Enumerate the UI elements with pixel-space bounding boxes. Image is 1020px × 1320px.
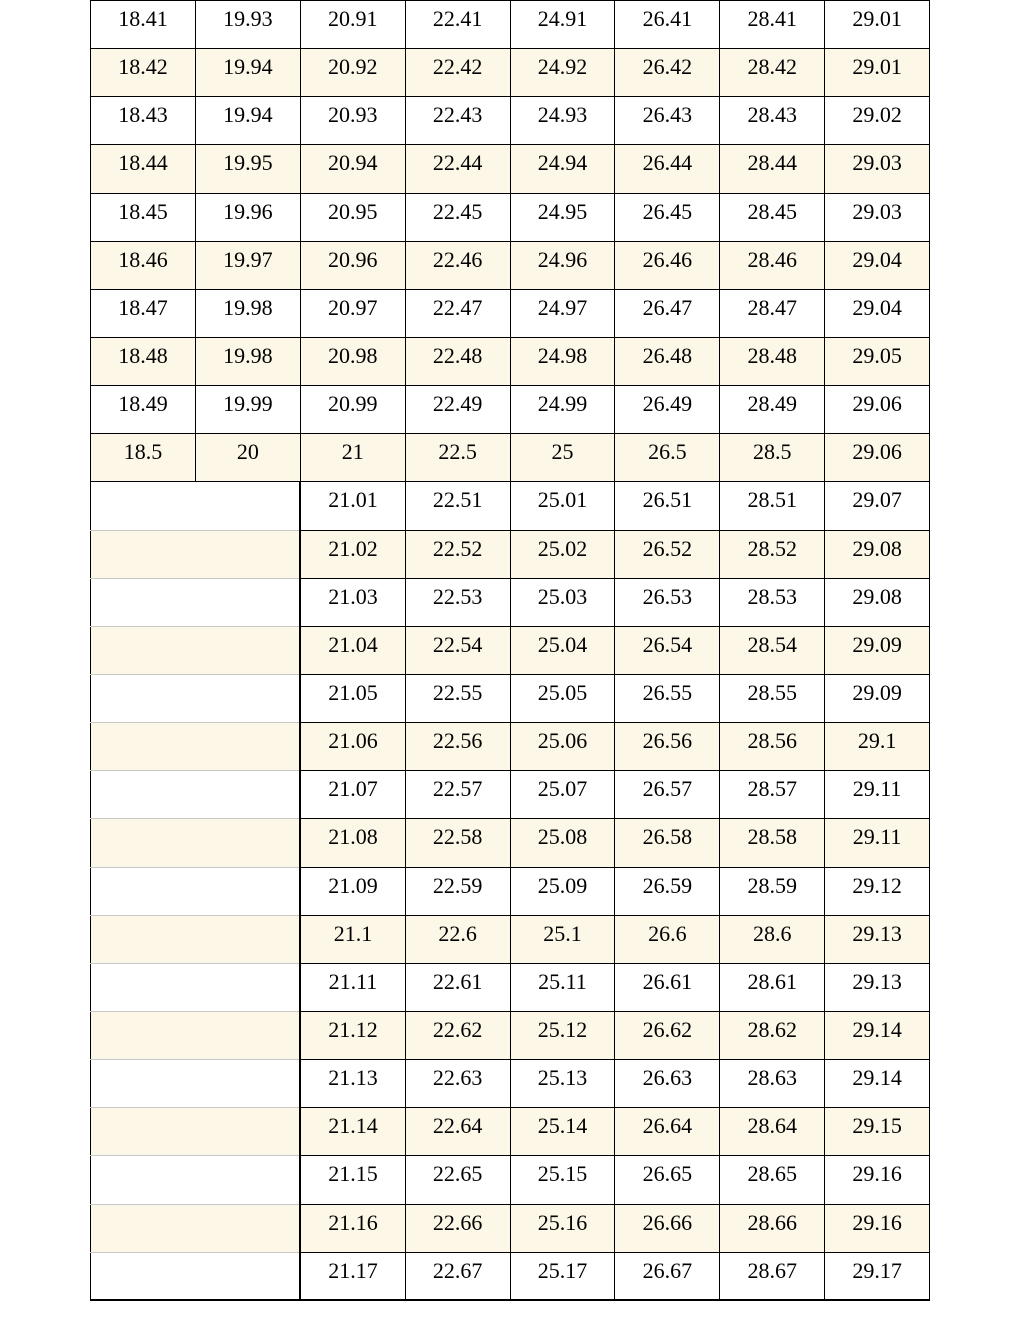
empty-cell: [91, 867, 301, 915]
table-cell: 18.47: [91, 289, 196, 337]
table-cell: 21.15: [300, 1156, 405, 1204]
empty-cell: [91, 1060, 301, 1108]
table-cell: 22.44: [405, 145, 510, 193]
table-cell: 28.42: [720, 49, 825, 97]
empty-cell: [91, 963, 301, 1011]
table-cell: 21.17: [300, 1252, 405, 1300]
table-cell: 21.02: [300, 530, 405, 578]
table-cell: 25.11: [510, 963, 615, 1011]
table-cell: 26.55: [615, 674, 720, 722]
table-cell: 24.92: [510, 49, 615, 97]
table-row: [91, 723, 930, 771]
table-cell: 22.41: [405, 1, 510, 49]
table-cell: 28.51: [720, 482, 825, 530]
table-cell: 25.08: [510, 819, 615, 867]
table-cell: 18.48: [91, 337, 196, 385]
table-row: [91, 241, 930, 289]
table-cell: 29.15: [825, 1108, 930, 1156]
table-cell: 22.56: [405, 723, 510, 771]
table-cell: 29.04: [825, 241, 930, 289]
empty-cell: [91, 1252, 301, 1300]
table-row: [91, 1156, 930, 1204]
empty-cell: [91, 626, 301, 674]
table-cell: 18.46: [91, 241, 196, 289]
table-cell: 26.54: [615, 626, 720, 674]
table-cell: 28.66: [720, 1204, 825, 1252]
table-cell: 22.51: [405, 482, 510, 530]
table-cell: 18.42: [91, 49, 196, 97]
table-cell: 29.08: [825, 578, 930, 626]
table-cell: 20.91: [300, 1, 405, 49]
table-cell: 21: [300, 434, 405, 482]
table-row: [91, 915, 930, 963]
table-cell: 28.5: [720, 434, 825, 482]
table-cell: 25.1: [510, 915, 615, 963]
table-cell: 19.95: [195, 145, 300, 193]
table-cell: 25.06: [510, 723, 615, 771]
table-cell: 29.08: [825, 530, 930, 578]
table-cell: 29.11: [825, 771, 930, 819]
table-cell: 29.02: [825, 97, 930, 145]
table-cell: 29.05: [825, 337, 930, 385]
table-cell: 21.05: [300, 674, 405, 722]
table-cell: 28.62: [720, 1011, 825, 1059]
table-cell: 20.97: [300, 289, 405, 337]
table-cell: 25: [510, 434, 615, 482]
table-cell: 22.52: [405, 530, 510, 578]
table-cell: 19.94: [195, 49, 300, 97]
table-cell: 20.95: [300, 193, 405, 241]
table-cell: 26.62: [615, 1011, 720, 1059]
table-cell: 20: [195, 434, 300, 482]
table-cell: 26.66: [615, 1204, 720, 1252]
table-row: [91, 49, 930, 97]
table-cell: 29.07: [825, 482, 930, 530]
table-cell: 25.12: [510, 1011, 615, 1059]
table-cell: 26.47: [615, 289, 720, 337]
table-cell: 29.17: [825, 1252, 930, 1300]
table-row: [91, 578, 930, 626]
table-cell: 21.08: [300, 819, 405, 867]
empty-cell: [91, 1156, 301, 1204]
table-cell: 18.49: [91, 386, 196, 434]
data-table-container: [90, 0, 930, 1301]
table-cell: 28.59: [720, 867, 825, 915]
table-cell: 25.09: [510, 867, 615, 915]
table-cell: 26.51: [615, 482, 720, 530]
table-cell: 26.53: [615, 578, 720, 626]
table-cell: 25.07: [510, 771, 615, 819]
table-cell: 26.6: [615, 915, 720, 963]
table-row: [91, 97, 930, 145]
table-row: [91, 193, 930, 241]
table-row: [91, 289, 930, 337]
table-cell: 22.66: [405, 1204, 510, 1252]
table-cell: 28.48: [720, 337, 825, 385]
table-cell: 22.53: [405, 578, 510, 626]
table-cell: 20.98: [300, 337, 405, 385]
table-cell: 24.97: [510, 289, 615, 337]
table-cell: 22.42: [405, 49, 510, 97]
table-cell: 29.03: [825, 145, 930, 193]
empty-cell: [91, 578, 301, 626]
table-row: [91, 963, 930, 1011]
table-cell: 26.65: [615, 1156, 720, 1204]
table-cell: 26.58: [615, 819, 720, 867]
table-cell: 22.63: [405, 1060, 510, 1108]
table-cell: 28.58: [720, 819, 825, 867]
table-cell: 19.98: [195, 337, 300, 385]
table-cell: 18.41: [91, 1, 196, 49]
table-cell: 21.12: [300, 1011, 405, 1059]
table-cell: 29.11: [825, 819, 930, 867]
table-cell: 22.67: [405, 1252, 510, 1300]
table-cell: 28.41: [720, 1, 825, 49]
empty-cell: [91, 1108, 301, 1156]
table-cell: 22.49: [405, 386, 510, 434]
table-cell: 25.15: [510, 1156, 615, 1204]
table-row: [91, 434, 930, 482]
table-row: [91, 819, 930, 867]
table-cell: 18.44: [91, 145, 196, 193]
table-cell: 21.14: [300, 1108, 405, 1156]
table-row: [91, 145, 930, 193]
table-cell: 29.16: [825, 1156, 930, 1204]
table-cell: 29.14: [825, 1060, 930, 1108]
table-cell: 28.65: [720, 1156, 825, 1204]
table-cell: 22.45: [405, 193, 510, 241]
table-cell: 19.98: [195, 289, 300, 337]
table-cell: 28.63: [720, 1060, 825, 1108]
table-cell: 25.14: [510, 1108, 615, 1156]
table-cell: 19.94: [195, 97, 300, 145]
table-row: [91, 482, 930, 530]
table-cell: 28.61: [720, 963, 825, 1011]
table-cell: 18.43: [91, 97, 196, 145]
table-cell: 29.13: [825, 915, 930, 963]
table-row: [91, 1252, 930, 1300]
table-row: [91, 674, 930, 722]
table-cell: 26.64: [615, 1108, 720, 1156]
table-cell: 29.09: [825, 674, 930, 722]
table-row: [91, 626, 930, 674]
table-cell: 28.43: [720, 97, 825, 145]
table-cell: 25.17: [510, 1252, 615, 1300]
table-cell: 22.64: [405, 1108, 510, 1156]
table-cell: 26.61: [615, 963, 720, 1011]
table-cell: 21.04: [300, 626, 405, 674]
table-cell: 21.11: [300, 963, 405, 1011]
table-cell: 26.46: [615, 241, 720, 289]
table-row: [91, 867, 930, 915]
table-cell: 28.44: [720, 145, 825, 193]
table-cell: 22.55: [405, 674, 510, 722]
table-cell: 25.05: [510, 674, 615, 722]
table-cell: 21.03: [300, 578, 405, 626]
table-cell: 29.01: [825, 1, 930, 49]
table-cell: 26.44: [615, 145, 720, 193]
table-cell: 25.01: [510, 482, 615, 530]
data-table: [90, 0, 930, 1301]
table-cell: 29.03: [825, 193, 930, 241]
table-row: [91, 771, 930, 819]
table-cell: 25.04: [510, 626, 615, 674]
table-cell: 22.43: [405, 97, 510, 145]
table-cell: 22.54: [405, 626, 510, 674]
table-cell: 28.55: [720, 674, 825, 722]
table-cell: 28.56: [720, 723, 825, 771]
table-cell: 21.16: [300, 1204, 405, 1252]
empty-cell: [91, 1011, 301, 1059]
table-cell: 26.63: [615, 1060, 720, 1108]
table-cell: 21.09: [300, 867, 405, 915]
table-cell: 20.93: [300, 97, 405, 145]
table-cell: 26.67: [615, 1252, 720, 1300]
table-cell: 29.16: [825, 1204, 930, 1252]
table-cell: 26.52: [615, 530, 720, 578]
empty-cell: [91, 1204, 301, 1252]
empty-cell: [91, 482, 301, 530]
table-cell: 20.99: [300, 386, 405, 434]
table-cell: 28.46: [720, 241, 825, 289]
table-cell: 22.65: [405, 1156, 510, 1204]
table-cell: 19.93: [195, 1, 300, 49]
table-cell: 21.13: [300, 1060, 405, 1108]
empty-cell: [91, 530, 301, 578]
table-cell: 21.07: [300, 771, 405, 819]
table-cell: 22.57: [405, 771, 510, 819]
table-row: [91, 530, 930, 578]
table-row: [91, 1060, 930, 1108]
empty-cell: [91, 915, 301, 963]
table-cell: 21.01: [300, 482, 405, 530]
table-cell: 28.45: [720, 193, 825, 241]
table-cell: 19.97: [195, 241, 300, 289]
table-cell: 21.1: [300, 915, 405, 963]
table-cell: 29.01: [825, 49, 930, 97]
table-cell: 22.6: [405, 915, 510, 963]
table-cell: 28.52: [720, 530, 825, 578]
table-cell: 25.03: [510, 578, 615, 626]
table-cell: 22.46: [405, 241, 510, 289]
table-cell: 24.98: [510, 337, 615, 385]
empty-cell: [91, 771, 301, 819]
table-cell: 28.49: [720, 386, 825, 434]
table-row: [91, 1011, 930, 1059]
table-cell: 20.94: [300, 145, 405, 193]
table-cell: 22.47: [405, 289, 510, 337]
table-cell: 19.96: [195, 193, 300, 241]
empty-cell: [91, 674, 301, 722]
table-cell: 21.06: [300, 723, 405, 771]
table-cell: 26.57: [615, 771, 720, 819]
table-cell: 26.59: [615, 867, 720, 915]
table-cell: 28.64: [720, 1108, 825, 1156]
table-cell: 22.62: [405, 1011, 510, 1059]
table-cell: 18.5: [91, 434, 196, 482]
table-row: [91, 1, 930, 49]
table-cell: 20.92: [300, 49, 405, 97]
table-cell: 24.91: [510, 1, 615, 49]
table-row: [91, 1108, 930, 1156]
table-cell: 18.45: [91, 193, 196, 241]
table-cell: 26.42: [615, 49, 720, 97]
table-cell: 24.93: [510, 97, 615, 145]
table-cell: 26.45: [615, 193, 720, 241]
empty-cell: [91, 723, 301, 771]
table-cell: 26.48: [615, 337, 720, 385]
table-cell: 28.67: [720, 1252, 825, 1300]
table-cell: 22.5: [405, 434, 510, 482]
table-cell: 26.5: [615, 434, 720, 482]
table-cell: 22.58: [405, 819, 510, 867]
table-cell: 22.59: [405, 867, 510, 915]
table-cell: 29.04: [825, 289, 930, 337]
table-cell: 22.48: [405, 337, 510, 385]
table-cell: 26.41: [615, 1, 720, 49]
table-body: [91, 1, 930, 1301]
table-cell: 19.99: [195, 386, 300, 434]
table-cell: 29.1: [825, 723, 930, 771]
table-cell: 29.12: [825, 867, 930, 915]
table-cell: 20.96: [300, 241, 405, 289]
table-cell: 29.06: [825, 386, 930, 434]
table-row: [91, 1204, 930, 1252]
table-cell: 26.49: [615, 386, 720, 434]
table-cell: 29.13: [825, 963, 930, 1011]
table-cell: 28.53: [720, 578, 825, 626]
table-cell: 28.54: [720, 626, 825, 674]
table-cell: 25.02: [510, 530, 615, 578]
empty-cell: [91, 819, 301, 867]
table-cell: 28.57: [720, 771, 825, 819]
table-row: [91, 386, 930, 434]
table-row: [91, 337, 930, 385]
table-cell: 24.95: [510, 193, 615, 241]
table-cell: 25.16: [510, 1204, 615, 1252]
table-cell: 29.14: [825, 1011, 930, 1059]
table-cell: 29.09: [825, 626, 930, 674]
table-cell: 24.94: [510, 145, 615, 193]
table-cell: 28.47: [720, 289, 825, 337]
table-cell: 26.56: [615, 723, 720, 771]
table-cell: 24.96: [510, 241, 615, 289]
table-cell: 22.61: [405, 963, 510, 1011]
table-cell: 26.43: [615, 97, 720, 145]
table-cell: 25.13: [510, 1060, 615, 1108]
table-cell: 24.99: [510, 386, 615, 434]
table-cell: 28.6: [720, 915, 825, 963]
table-cell: 29.06: [825, 434, 930, 482]
